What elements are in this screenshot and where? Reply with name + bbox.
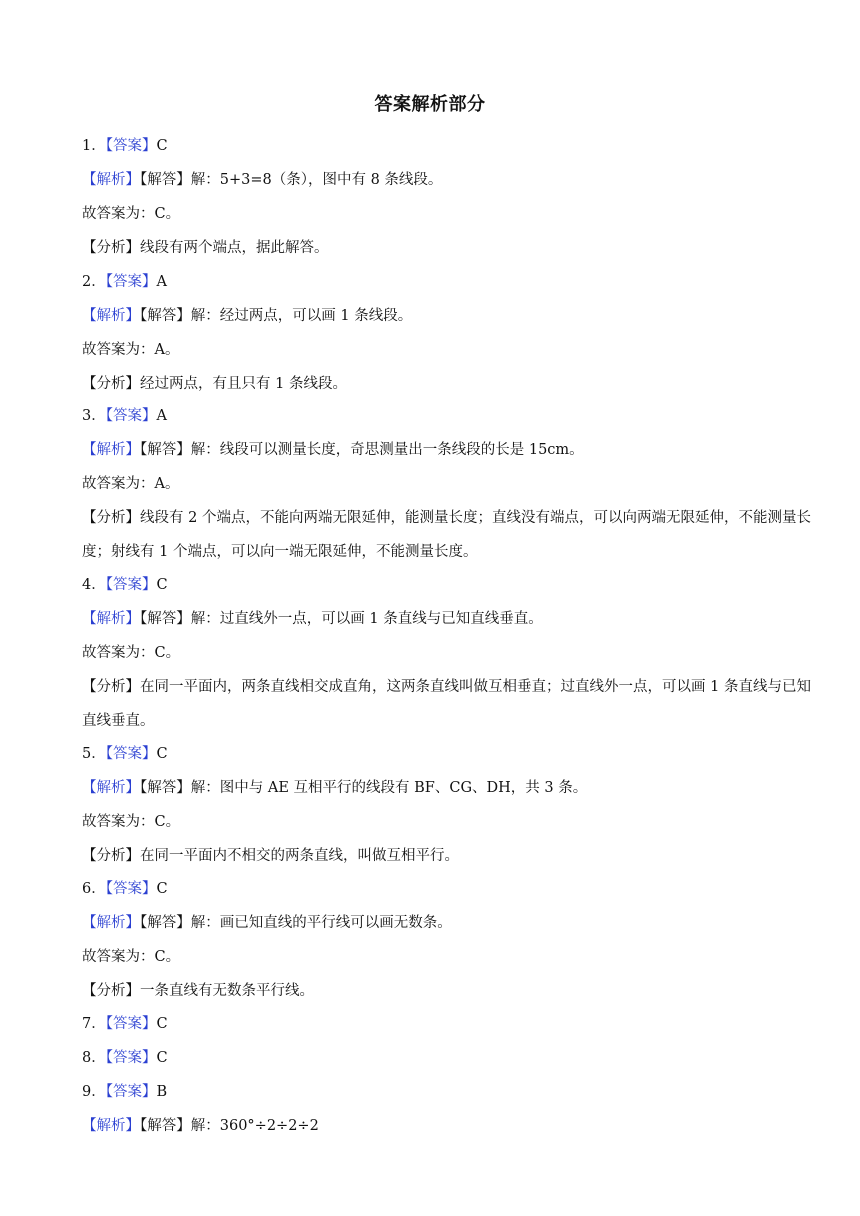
analysis-text: 线段有两个端点，据此解答。 — [140, 240, 329, 256]
answer-line-8 — [82, 1048, 812, 1068]
answer-value: A — [156, 274, 167, 290]
fenxi-tag: 【分析】 — [82, 848, 140, 864]
item-number: 5． — [82, 746, 106, 762]
answer-tag: 【答案】 — [105, 274, 157, 290]
solution-text: 解：360°÷2÷2÷2 — [190, 1118, 319, 1134]
answer-tag: 【答案】 — [105, 1016, 157, 1032]
answer-line-7 — [82, 1014, 812, 1034]
jieda-tag: 【解答】 — [140, 915, 191, 931]
answer-value: B — [156, 1084, 168, 1100]
answer-tag: 【答案】 — [105, 138, 157, 154]
solution-line-9 — [82, 1116, 812, 1136]
analysis-text: 经过两点，有且只有 1 条线段。 — [140, 376, 347, 392]
answer-tag: 【答案】 — [105, 1084, 157, 1100]
solution-text: 解：经过两点，可以画 1 条线段。 — [190, 308, 413, 324]
item-number: 1． — [82, 138, 106, 154]
answer-tag: 【答案】 — [105, 408, 157, 424]
analysis-line-1 — [82, 238, 812, 258]
analysis-line-2 — [82, 374, 812, 394]
conclusion-line-5: 故答案为：C。 — [82, 814, 181, 830]
solution-text: 解：图中与 AE 互相平行的线段有 BF、CG、DH，共 3 条。 — [190, 780, 588, 796]
answer-tag: 【答案】 — [105, 746, 157, 762]
solution-line-2 — [82, 306, 812, 326]
item-number: 8． — [82, 1050, 106, 1066]
answer-line-3 — [82, 406, 812, 426]
item-number: 4． — [82, 577, 106, 593]
fenxi-tag: 【分析】 — [82, 376, 140, 392]
answer-value: C — [156, 881, 168, 897]
solution-line-5 — [82, 778, 812, 798]
fenxi-tag: 【分析】 — [82, 240, 140, 256]
jiexi-tag: 【解析】 — [82, 780, 140, 796]
conclusion-line-3: 故答案为：A。 — [82, 476, 180, 492]
item-number: 6． — [82, 881, 106, 897]
item-number: 2． — [82, 274, 106, 290]
solution-text: 解：5+3=8（条），图中有 8 条线段。 — [190, 172, 443, 188]
jieda-tag: 【解答】 — [140, 442, 191, 458]
analysis-line-3 — [82, 501, 812, 569]
answer-value: C — [156, 577, 168, 593]
answer-value: C — [156, 1050, 168, 1066]
answer-tag: 【答案】 — [105, 577, 157, 593]
solution-line-6 — [82, 913, 812, 933]
answer-value: C — [156, 138, 168, 154]
conclusion-line-1: 故答案为：C。 — [82, 206, 181, 222]
jiexi-tag: 【解析】 — [82, 172, 140, 188]
fenxi-tag: 【分析】 — [82, 983, 140, 999]
item-number: 3． — [82, 408, 106, 424]
answer-tag: 【答案】 — [105, 1050, 157, 1066]
analysis-line-5 — [82, 846, 812, 866]
page-title: 答案解析部分 — [374, 94, 486, 115]
answer-value: A — [156, 408, 167, 424]
answer-tag: 【答案】 — [105, 881, 157, 897]
jieda-tag: 【解答】 — [140, 1118, 191, 1134]
item-number: 9． — [82, 1084, 106, 1100]
jieda-tag: 【解答】 — [140, 172, 191, 188]
item-number: 7． — [82, 1016, 106, 1032]
answer-value: C — [156, 746, 168, 762]
analysis-text: 一条直线有无数条平行线。 — [140, 983, 314, 999]
analysis-text: 线段有 2 个端点，不能向两端无限延伸，能测量长度；直线没有端点，可以向两端无限延伸，不能测量长度；射线有 1 个端点，可以向一端无限延伸，不能测量长度。 — [82, 510, 811, 560]
answer-line-5 — [82, 744, 812, 764]
answer-line-2 — [82, 272, 812, 292]
answer-line-1 — [82, 136, 812, 156]
answer-line-4 — [82, 575, 812, 595]
analysis-line-4 — [82, 670, 812, 738]
conclusion-line-4: 故答案为：C。 — [82, 645, 181, 661]
jiexi-tag: 【解析】 — [82, 1118, 140, 1134]
jieda-tag: 【解答】 — [140, 308, 191, 324]
solution-line-1 — [82, 170, 812, 190]
analysis-line-6 — [82, 981, 812, 1001]
fenxi-tag: 【分析】 — [82, 679, 140, 695]
solution-line-3 — [82, 440, 812, 460]
conclusion-line-2: 故答案为：A。 — [82, 342, 180, 358]
solution-text: 解：画已知直线的平行线可以画无数条。 — [190, 915, 452, 931]
jieda-tag: 【解答】 — [140, 780, 191, 796]
fenxi-tag: 【分析】 — [82, 510, 140, 526]
jiexi-tag: 【解析】 — [82, 611, 140, 627]
answer-line-9 — [82, 1082, 812, 1102]
analysis-text: 在同一平面内，两条直线相交成直角，这两条直线叫做互相垂直；过直线外一点，可以画 1 条直线与已知直线垂直。 — [82, 679, 811, 729]
jiexi-tag: 【解析】 — [82, 308, 140, 324]
solution-text: 解：线段可以测量长度，奇思测量出一条线段的长是 15cm。 — [190, 442, 584, 458]
solution-text: 解：过直线外一点，可以画 1 条直线与已知直线垂直。 — [190, 611, 543, 627]
jiexi-tag: 【解析】 — [82, 915, 140, 931]
conclusion-line-6: 故答案为：C。 — [82, 949, 181, 965]
answer-line-6 — [82, 879, 812, 899]
analysis-text: 在同一平面内不相交的两条直线，叫做互相平行。 — [140, 848, 459, 864]
solution-line-4 — [82, 609, 812, 629]
jiexi-tag: 【解析】 — [82, 442, 140, 458]
jieda-tag: 【解答】 — [140, 611, 191, 627]
answer-value: C — [156, 1016, 168, 1032]
